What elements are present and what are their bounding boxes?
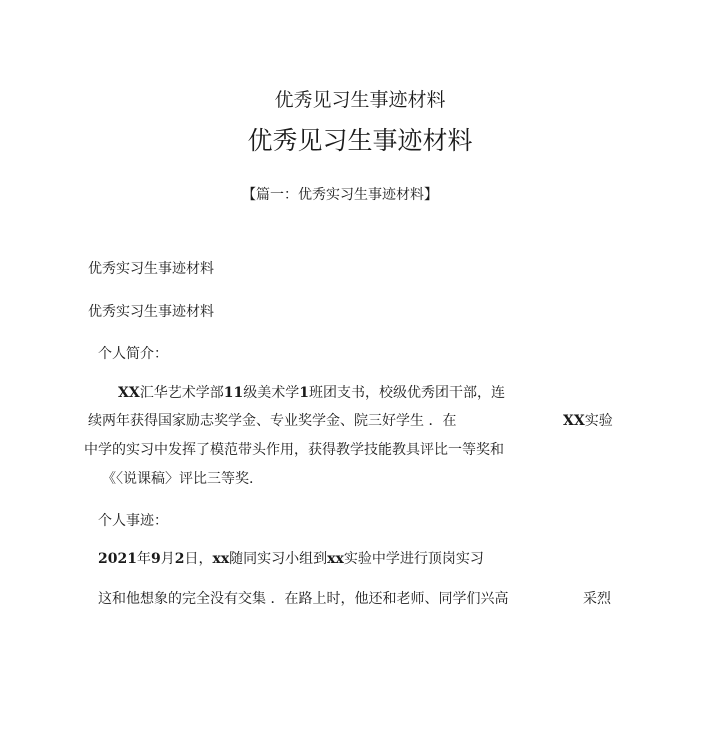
doc-title-large: 优秀见习生事迹材料 (247, 126, 473, 155)
deeds-text-bold: xx (212, 551, 230, 567)
doc-title-small: 优秀见习生事迹材料 (274, 89, 446, 111)
intro-paragraph-line-2-right (563, 412, 613, 430)
deeds-text: 年 (136, 551, 151, 567)
intro-text: 级美术学 (243, 385, 300, 401)
deeds-text-bold: 9 (150, 551, 161, 567)
deeds-text: 日， (184, 551, 213, 567)
intro-text-bold: 1 (299, 385, 309, 401)
deeds-text: 随同实习小组到 (229, 551, 328, 567)
deeds-paragraph-line-2: 这和他想象的完全没有交集 ．在路上时，他还和老师、同学们兴高 (98, 591, 509, 607)
chapter-heading: 【篇一：优秀实习生事迹材料】 (242, 187, 438, 203)
subtitle-line-2: 优秀实习生事迹材料 (88, 304, 214, 320)
deeds-text-bold: xx (327, 551, 344, 567)
intro-text: 汇华艺术学部 (139, 385, 224, 401)
deeds-label: 个人事迹： (98, 513, 168, 529)
intro-text: 班团支书，校级优秀团干部，连 (308, 385, 505, 401)
deeds-text: 月 (160, 551, 175, 567)
deeds-text-bold: 2021 (98, 551, 137, 567)
deeds-paragraph-line-1 (98, 550, 484, 568)
intro-paragraph-line-4: 《〈说课稿〉评比三等奖. (102, 471, 254, 487)
subtitle-line-1: 优秀实习生事迹材料 (88, 261, 214, 277)
deeds-paragraph-line-2-right: 采烈 (583, 591, 611, 607)
intro-paragraph-line-1 (118, 384, 505, 402)
deeds-text: 实验中学进行顶岗实习 (343, 551, 484, 567)
intro-text-bold: XX (563, 413, 585, 429)
intro-paragraph-line-2: 续两年获得国家励志奖学金、专业奖学金、院三好学生 ．在 (88, 413, 457, 429)
intro-text: 实验 (584, 413, 613, 429)
intro-text-bold: 11 (223, 385, 244, 401)
intro-paragraph-line-3: 中学的实习中发挥了模范带头作用，获得教学技能教具评比一等奖和 (84, 442, 504, 458)
intro-text-bold: XX (118, 385, 140, 401)
deeds-text-bold: 2 (174, 551, 185, 567)
intro-label: 个人简介： (98, 346, 168, 362)
